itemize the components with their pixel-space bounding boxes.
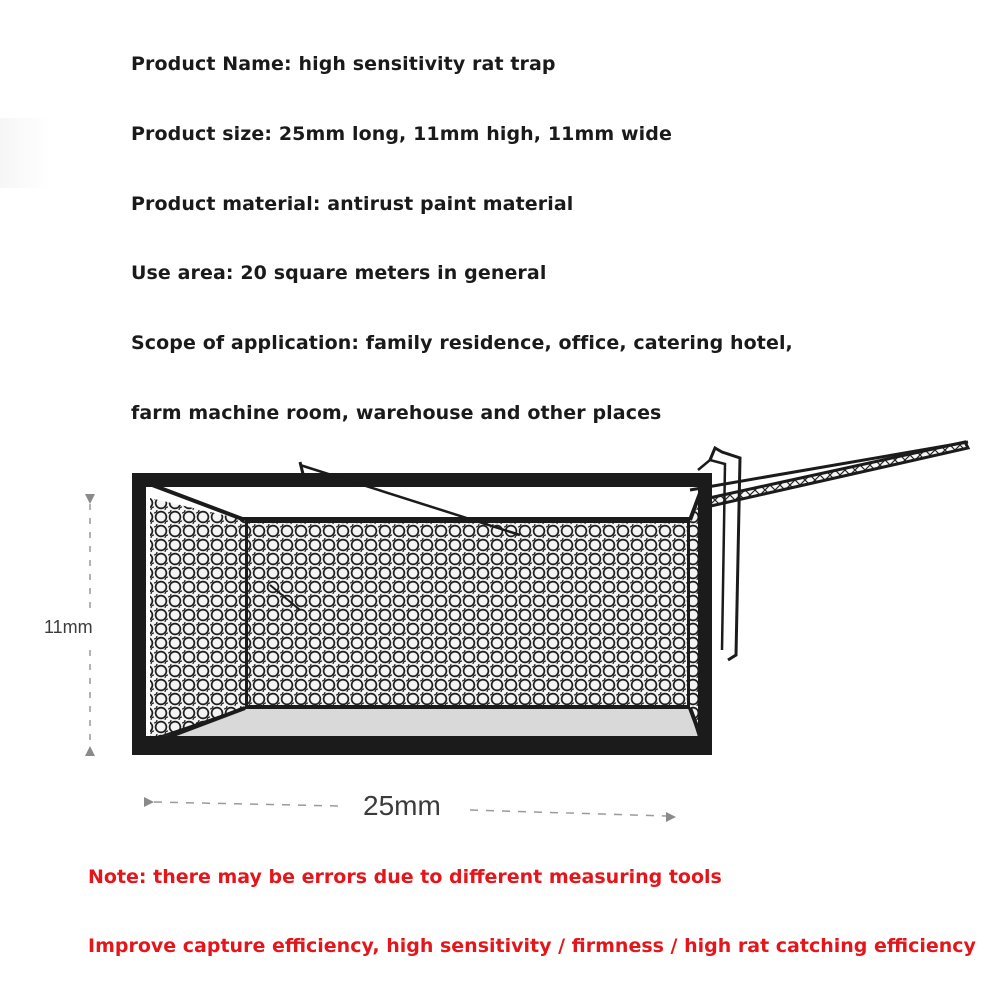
spec-scope-line-2: farm machine room, warehouse and other places: [131, 402, 662, 424]
spec-scope-line-1: Scope of application: family residence, office, catering hotel,: [131, 332, 793, 354]
trap-cage: [139, 480, 705, 748]
spec-product-size: Product size: 25mm long, 11mm high, 11mm wide: [131, 123, 672, 145]
spec-product-material: Product material: antirust paint material: [131, 193, 574, 215]
rat-trap-figure: [0, 440, 1000, 840]
trap-door: [690, 442, 968, 508]
spec-use-area: Use area: 20 square meters in general: [131, 262, 547, 284]
spec-product-name: Product Name: high sensitivity rat trap: [131, 53, 556, 75]
length-dimension-label: 25mm: [363, 790, 441, 821]
height-dimension-label: 11mm: [44, 617, 93, 637]
background-smudge: [0, 118, 50, 188]
efficiency-claim: Improve capture efficiency, high sensitivity / firmness / high rat catching efficiency: [88, 935, 976, 957]
measurement-note: Note: there may be errors due to different measuring tools: [88, 866, 722, 888]
